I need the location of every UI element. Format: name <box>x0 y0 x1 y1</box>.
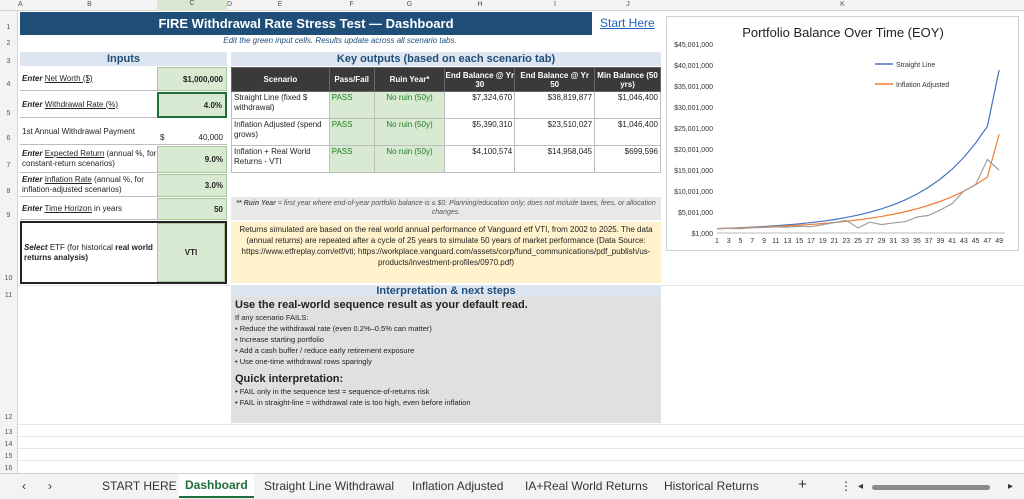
col-header-h[interactable]: H <box>477 1 483 8</box>
y-tick-label: $40,001,000 <box>674 63 713 70</box>
x-tick-label: 37 <box>924 238 933 245</box>
tab-dashboard[interactable]: Dashboard <box>179 474 254 498</box>
y-tick-label: $10,001,000 <box>674 189 713 196</box>
x-tick-label: 15 <box>795 238 804 245</box>
pass-fail-cell[interactable]: PASS <box>329 146 374 173</box>
enter-label: Enter <box>22 99 43 109</box>
tab-next-button[interactable]: › <box>48 479 52 493</box>
first-withdrawal-label: 1st Annual Withdrawal Payment <box>20 119 157 145</box>
withdrawal-rate-label-text: Withdrawal Rate (%) <box>44 99 119 109</box>
y-tick-label: $30,001,000 <box>674 105 713 112</box>
inflation-rate-input[interactable]: 3.0% <box>157 174 227 197</box>
x-tick-label: 19 <box>818 238 827 245</box>
x-tick-label: 47 <box>983 238 992 245</box>
key-outputs-table <box>231 67 661 173</box>
column-header-bar <box>0 0 1024 11</box>
x-tick-label: 43 <box>959 238 968 245</box>
interpretation-lead: Use the real-world sequence result as your default read. <box>235 299 528 311</box>
series-line-1 <box>717 70 999 229</box>
x-tick-label: 31 <box>889 238 898 245</box>
gridline <box>18 424 1024 425</box>
row-header[interactable]: 5 <box>6 110 11 117</box>
row-header[interactable]: 4 <box>6 81 11 88</box>
table-row <box>232 146 661 173</box>
subtitle-instructions: Edit the green input cells. Results update across all scenario tabs. <box>223 36 457 45</box>
x-tick-label: 7 <box>750 238 755 245</box>
end-balance-50-cell[interactable]: $38,819,877 <box>515 92 595 119</box>
x-tick-label: 11 <box>772 238 780 245</box>
bullet-item: • Reduce the withdrawal rate (even 0.2%–0.5% can matter) <box>235 324 432 333</box>
col-header-e[interactable]: E <box>277 1 283 8</box>
row-header[interactable]: 6 <box>6 135 11 142</box>
row-header[interactable]: 15 <box>4 453 13 460</box>
if-fails-text: If any scenario FAILS: <box>235 313 309 322</box>
etf-label: Select ETF (for historical real world returns analysis) <box>24 242 153 262</box>
ruin-year-cell[interactable]: No ruin (50y) <box>374 119 445 146</box>
sheet-tab-bar <box>0 473 1024 499</box>
min-balance-cell[interactable]: $1,046,400 <box>595 119 661 146</box>
net-worth-input[interactable]: $1,000,000 <box>157 67 227 91</box>
bullet-item: • FAIL in straight-line = withdrawal rate is too high, even before inflation <box>235 398 471 407</box>
withdrawal-rate-input[interactable]: 4.0% <box>157 92 227 118</box>
more-options-icon[interactable]: ⋮ <box>840 479 852 493</box>
col-header-g[interactable]: G <box>406 1 413 8</box>
scenario-cell[interactable]: Straight Line (fixed $ withdrawal) <box>232 92 330 119</box>
tab-straight-line-withdrawal[interactable]: Straight Line Withdrawal <box>264 479 395 493</box>
chart-title: Portfolio Balance Over Time (EOY) <box>742 25 944 40</box>
net-worth-label-text: Net Worth ($) <box>44 73 93 83</box>
net-worth-label <box>20 67 157 91</box>
tab-historical-returns[interactable]: Historical Returns <box>664 479 759 493</box>
end-balance-30-cell[interactable]: $7,324,670 <box>445 92 515 119</box>
col-end-balance-30: End Balance @ Yr 30 <box>445 68 515 92</box>
y-tick-label: $35,001,000 <box>674 84 713 91</box>
ruin-year-cell[interactable]: No ruin (50y) <box>374 92 445 119</box>
x-tick-label: 9 <box>762 238 766 245</box>
dashboard-title: FIRE Withdrawal Rate Stress Test — Dashboard <box>20 12 592 35</box>
end-balance-50-cell[interactable]: $14,958,045 <box>515 146 595 173</box>
chart-svg <box>667 17 1020 252</box>
scroll-left-icon[interactable]: ◂ <box>858 481 864 492</box>
end-balance-30-cell[interactable]: $4,100,574 <box>445 146 515 173</box>
expected-return-input[interactable]: 9.0% <box>157 146 227 173</box>
col-header-d[interactable]: D <box>227 1 233 8</box>
x-tick-label: 39 <box>936 238 945 245</box>
x-tick-label: 3 <box>726 238 731 245</box>
add-sheet-button[interactable]: + <box>798 476 807 493</box>
ruin-note-text: = first year where end-of-year portfolio balance is ≤ $0. Planning/education only; does not include taxes, fees, or allocation changes. <box>275 200 656 216</box>
x-tick-label: 25 <box>854 238 862 245</box>
col-header-c[interactable]: C <box>157 0 227 11</box>
first-withdrawal-value: 40,000 <box>198 133 223 142</box>
time-horizon-label: Enter Time Horizon in years <box>20 198 157 220</box>
legend-label: Straight Line <box>896 62 936 69</box>
col-header-f[interactable]: F <box>349 1 354 8</box>
gridline <box>18 460 1024 461</box>
row-header[interactable]: 11 <box>4 292 13 299</box>
tab-prev-button[interactable]: ‹ <box>22 479 26 493</box>
scenario-cell[interactable]: Inflation Adjusted (spend grows) <box>232 119 330 146</box>
row-header[interactable]: 10 <box>4 275 13 282</box>
withdrawal-rate-label <box>20 92 157 118</box>
bullet-item: • Use one-time withdrawal rows sparingly <box>235 357 372 366</box>
x-tick-label: 21 <box>830 238 839 245</box>
ruin-note-bold: ** Ruin Year <box>236 200 276 207</box>
row-header[interactable]: 7 <box>6 162 11 169</box>
row-header[interactable]: 12 <box>4 414 13 421</box>
key-outputs-header: Key outputs (based on each scenario tab) <box>231 52 661 66</box>
interpretation-header: Interpretation & next steps <box>231 285 661 297</box>
x-tick-label: 13 <box>783 238 792 245</box>
y-tick-label: $25,001,000 <box>674 126 713 133</box>
time-horizon-input[interactable]: 50 <box>157 198 227 220</box>
scenario-cell[interactable]: Inflation + Real World Returns - VTI <box>232 146 330 173</box>
y-tick-label: $15,001,000 <box>674 168 713 175</box>
row-header[interactable]: 16 <box>4 465 13 472</box>
x-tick-label: 49 <box>995 238 1004 245</box>
row-header[interactable]: 2 <box>6 40 11 47</box>
ruin-year-cell[interactable]: No ruin (50y) <box>374 146 445 173</box>
tab-inflation-adjusted[interactable]: Inflation Adjusted <box>412 479 504 493</box>
table-row <box>232 119 661 146</box>
pass-fail-cell[interactable]: PASS <box>329 119 374 146</box>
row-header-bar <box>0 11 18 473</box>
row-header[interactable]: 14 <box>4 441 13 448</box>
col-end-balance-50: End Balance @ Yr 50 <box>515 68 595 92</box>
y-tick-label: $45,001,000 <box>674 42 713 49</box>
row-header[interactable]: 13 <box>4 429 13 436</box>
row-header[interactable]: 8 <box>6 188 11 195</box>
expected-return-label: Enter Expected Return (annual %, for constant-return scenarios) <box>20 146 157 173</box>
min-balance-cell[interactable]: $699,596 <box>595 146 661 173</box>
gridline <box>18 436 1024 437</box>
col-pass-fail: Pass/Fail <box>329 68 374 92</box>
enter-label: Enter <box>22 73 43 83</box>
bullet-item: • FAIL only in the sequence test = sequence-of-returns risk <box>235 387 430 396</box>
min-balance-cell[interactable]: $1,046,400 <box>595 92 661 119</box>
table-header-row <box>232 68 661 92</box>
col-scenario: Scenario <box>232 68 330 92</box>
col-ruin-year: Ruin Year* <box>374 68 445 92</box>
quick-interpretation-header: Quick interpretation: <box>235 373 344 385</box>
first-withdrawal-cell <box>157 119 227 145</box>
inputs-header: Inputs <box>20 52 227 66</box>
x-tick-label: 35 <box>912 238 921 245</box>
end-balance-30-cell[interactable]: $5,390,310 <box>445 119 515 146</box>
ruin-year-note <box>231 197 661 220</box>
row-header[interactable]: 9 <box>6 212 11 219</box>
tab-ia-real-world-returns[interactable]: IA+Real World Returns <box>525 479 648 493</box>
col-header-b[interactable]: B <box>87 1 92 8</box>
y-tick-label: $5,001,000 <box>677 210 713 217</box>
row-header[interactable]: 1 <box>6 24 11 31</box>
bullet-item: • Increase starting portfolio <box>235 335 324 344</box>
x-tick-label: 17 <box>807 238 815 245</box>
etf-select[interactable]: VTI <box>157 223 225 282</box>
x-tick-label: 1 <box>715 238 719 245</box>
portfolio-balance-chart[interactable] <box>666 16 1019 251</box>
legend-label: Inflation Adjusted <box>896 82 950 89</box>
bullet-item: • Add a cash buffer / reduce early retirement exposure <box>235 346 415 355</box>
y-tick-label: $20,001,000 <box>674 147 713 154</box>
pass-fail-cell[interactable]: PASS <box>329 92 374 119</box>
col-header-j[interactable]: J <box>626 1 630 8</box>
x-tick-label: 5 <box>738 238 743 245</box>
x-tick-label: 27 <box>865 238 874 245</box>
inflation-rate-label: Enter Inflation Rate (annual %, for inflation-adjusted scenarios) <box>20 174 157 197</box>
x-tick-label: 23 <box>842 238 851 245</box>
gridline <box>18 448 1024 449</box>
col-min-balance: Min Balance (50 yrs) <box>595 68 661 92</box>
start-here-link[interactable]: Start Here <box>600 16 655 30</box>
simulation-source-note: Returns simulated are based on the real world annual performance of Vanguard etf VTI, from 2002 to 2025. The data (annual returns) are repeated after a cycle of 25 years to simulate 50 years of market performance (Data Source: https://www.etfreplay.com/etf/vti; https://workplace.vanguard.com/assets/corp/fund_communications/pdf_publish/us-products/investment-profiles/0970.pdf) <box>231 222 661 283</box>
tab-start-here[interactable]: START HERE <box>102 479 177 493</box>
x-tick-label: 33 <box>901 238 909 245</box>
horizontal-scrollbar[interactable] <box>872 485 990 490</box>
x-tick-label: 45 <box>971 238 980 245</box>
interpretation-panel <box>231 297 661 423</box>
table-row <box>232 92 661 119</box>
y-tick-label: $1,000 <box>691 231 713 238</box>
scroll-right-icon[interactable]: ▸ <box>1008 481 1014 492</box>
end-balance-50-cell[interactable]: $23,510,027 <box>515 119 595 146</box>
col-header-i[interactable]: I <box>554 1 556 8</box>
col-header-k[interactable]: K <box>840 1 845 8</box>
series-line-2 <box>717 134 999 228</box>
x-tick-label: 41 <box>948 238 957 245</box>
x-tick-label: 29 <box>877 238 886 245</box>
currency-symbol: $ <box>160 133 165 142</box>
col-header-a[interactable]: A <box>18 1 23 8</box>
row-header[interactable]: 3 <box>6 58 11 65</box>
